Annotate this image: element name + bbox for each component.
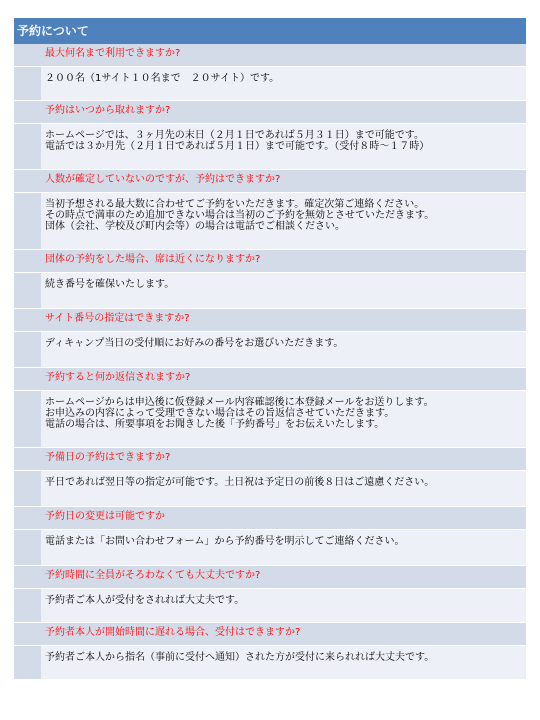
faq-answer-line: 続き番号を確保いたします。 (45, 279, 175, 290)
faq-answer-line: 予約者ご本人が受付をされれば大丈夫です。 (45, 595, 245, 606)
faq-answer-row (14, 67, 526, 101)
faq-answer-line: ホームページでは、３ヶ月先の末日（２月１日であれば５月３１日）まで可能です。 (45, 130, 424, 141)
faq-answer-row (14, 530, 526, 566)
row-gutter (14, 170, 41, 192)
row-gutter (14, 507, 41, 529)
faq-answer (41, 471, 526, 506)
faq-question: 予備日の予約はできますか? (45, 452, 171, 463)
faq-question: 予約者本人が開始時間に遅れる場合、受付はできますか? (45, 627, 301, 638)
faq-answer-row (14, 124, 526, 170)
row-gutter (14, 471, 41, 506)
faq-question: サイト番号の指定はできますか? (45, 313, 190, 324)
faq-answer-row (14, 332, 526, 368)
faq-list (14, 44, 526, 680)
faq-answer-row (14, 193, 526, 250)
section-title: 予約について (14, 18, 526, 44)
faq-answer-row (14, 391, 526, 448)
row-gutter (14, 101, 41, 123)
faq-answer-line: 平日であれば翌日等の指定が可能です。土日祝は予定日の前後８日はご遠慮ください。 (45, 477, 435, 488)
faq-question-row (14, 44, 526, 67)
faq-question-row (14, 309, 526, 332)
faq-answer-line: その時点で満車のため追加できない場合は当初のご予約を無効とさせていただきます。 (45, 210, 435, 221)
faq-answer (41, 589, 526, 622)
faq-answer (41, 391, 526, 447)
faq-answer-line: お申込みの内容によって受理できない場合はその旨返信させていただきます。 (45, 408, 395, 419)
faq-answer (41, 646, 526, 679)
faq-question-row (14, 623, 526, 646)
faq-answer-line: 電話の場合は、所要事項をお聞きした後「予約番号」をお伝えいたします。 (45, 419, 385, 430)
row-gutter (14, 646, 41, 679)
faq-question-row (14, 507, 526, 530)
faq-question: 予約時間に全員がそろわなくても大丈夫ですか? (45, 570, 261, 581)
faq-answer (41, 193, 526, 249)
faq-answer-line: ホームページからは申込後に仮登録メール内容確認後に本登録メールをお送りします。 (45, 397, 434, 408)
faq-question: 団体の予約をした場合、席は近くになりますか? (45, 254, 261, 265)
row-gutter (14, 44, 41, 66)
faq-question: 人数が確定していないのですが、予約はできますか? (45, 174, 281, 185)
faq-answer (41, 67, 526, 100)
faq-answer-row (14, 646, 526, 680)
row-gutter (14, 623, 41, 645)
row-gutter (14, 368, 41, 390)
faq-question: 予約日の変更は可能ですか (45, 511, 165, 522)
row-gutter (14, 250, 41, 272)
faq-answer-line: 電話では３か月先（２月１日であれば５月１日）まで可能です。（受付８時～１７時） (45, 141, 430, 152)
faq-question-row (14, 566, 526, 589)
row-gutter (14, 124, 41, 169)
faq-question-row (14, 448, 526, 471)
faq-answer-line: 電話または「お問い合わせフォーム」から予約番号を明示してご連絡ください。 (45, 536, 405, 547)
faq-table (14, 18, 526, 680)
row-gutter (14, 67, 41, 100)
faq-question: 最大何名まで利用できますか? (45, 48, 181, 59)
faq-question-row (14, 170, 526, 193)
faq-answer-line: ２００名（1サイト１０名まで ２０サイト）です。 (45, 73, 280, 84)
row-gutter (14, 589, 41, 622)
faq-answer (41, 124, 526, 169)
row-gutter (14, 193, 41, 249)
faq-answer-row (14, 589, 526, 623)
faq-answer (41, 332, 526, 367)
row-gutter (14, 273, 41, 308)
row-gutter (14, 309, 41, 331)
faq-question-row (14, 368, 526, 391)
row-gutter (14, 332, 41, 367)
faq-answer-line: 予約者ご本人から指名（事前に受付へ通知）された方が受付に来られれば大丈夫です。 (45, 652, 435, 663)
faq-question: 予約はいつから取れますか? (45, 105, 171, 116)
row-gutter (14, 391, 41, 447)
faq-answer-row (14, 273, 526, 309)
faq-question-row (14, 250, 526, 273)
faq-question: 予約すると何か返信されますか? (45, 372, 191, 383)
row-gutter (14, 566, 41, 588)
row-gutter (14, 530, 41, 565)
faq-answer-line: 当初予想される最大数に合わせてご予約をいただきます。確定次第ご連絡ください。 (45, 199, 425, 210)
faq-answer-line: ディキャンプ当日の受付順にお好みの番号をお選びいただきます。 (45, 338, 344, 349)
faq-question-row (14, 101, 526, 124)
faq-answer-row (14, 471, 526, 507)
faq-answer (41, 530, 526, 565)
faq-answer (41, 273, 526, 308)
faq-answer-line: 団体（会社、学校及び町内会等）の場合は電話でご相談ください。 (45, 221, 345, 232)
row-gutter (14, 448, 41, 470)
